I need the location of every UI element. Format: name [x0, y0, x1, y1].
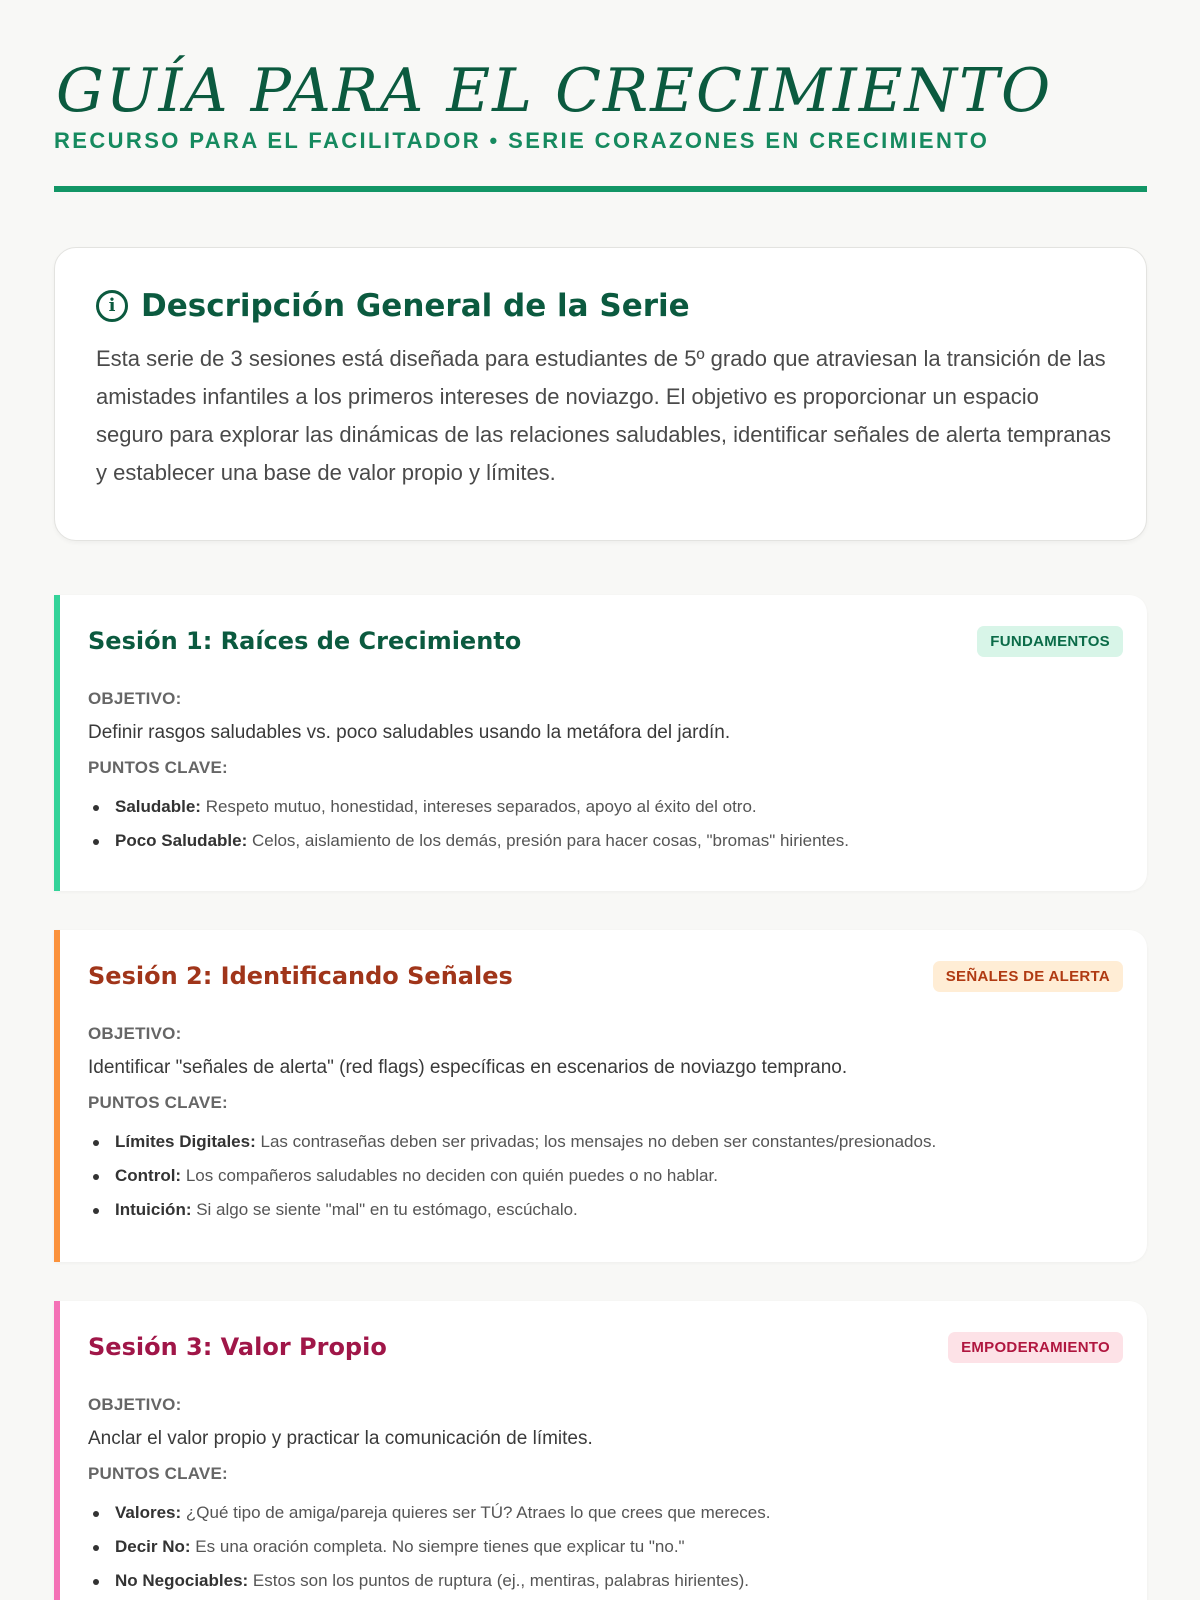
session-title: Sesión 2: Identificando Señales: [88, 962, 513, 990]
list-item: [88, 1125, 1123, 1159]
objective-text: Identificar "señales de alerta" (red flags) específicas en escenarios de noviazgo temprano.: [88, 1057, 848, 1078]
point-text: Estos son los puntos de ruptura (ej., mentiras, palabras hirientes).: [248, 1571, 750, 1590]
list-item: [88, 824, 1123, 858]
point-term: Saludable:: [115, 797, 201, 816]
key-points-list: [88, 790, 1123, 858]
point-term: Valores:: [115, 1503, 182, 1522]
objective-label: OBJETIVO:: [88, 689, 182, 708]
point-text: Respeto mutuo, honestidad, intereses separados, apoyo al éxito del otro.: [200, 797, 757, 816]
overview-text: Esta serie de 3 sesiones está diseñada para estudiantes de 5º grado que atraviesan la transición de las amistades infantiles a los primeros intereses de noviazgo. El objetivo es proporcionar un espacio seguro para explorar las dinámicas de las relaciones saludables, identificar señales de alerta tempranas y establecer una base de valor propio y límites.: [96, 346, 1112, 485]
session-title: Sesión 3: Valor Propio: [88, 1333, 387, 1361]
objective-text: Definir rasgos saludables vs. poco saludables usando la metáfora del jardín.: [88, 722, 731, 743]
point-term: No Negociables:: [115, 1571, 249, 1590]
list-item: [88, 790, 1123, 824]
info-icon: i: [96, 290, 128, 322]
list-item: [88, 1159, 1123, 1193]
session-header: [88, 595, 1123, 687]
point-term: Intuición:: [115, 1200, 192, 1219]
objective-text: Anclar el valor propio y practicar la comunicación de límites.: [88, 1428, 593, 1449]
series-overview-card: [54, 247, 1147, 541]
overview-header: [96, 288, 1106, 324]
point-term: Decir No:: [115, 1537, 191, 1556]
key-points-list: [88, 1125, 1123, 1227]
list-item: [88, 1564, 1123, 1598]
key-points-label: PUNTOS CLAVE:: [88, 1464, 228, 1483]
session-card-2: [54, 930, 1147, 1262]
session-card-3: [54, 1301, 1147, 1600]
point-term: Control:: [115, 1166, 182, 1185]
session-badge: EMPODERAMIENTO: [948, 1332, 1123, 1363]
session-header: [88, 930, 1123, 1022]
list-item: [88, 1530, 1123, 1564]
page-title: GUÍA PARA EL CRECIMIENTO: [56, 56, 1053, 126]
header-divider: [54, 186, 1147, 192]
point-text: Es una oración completa. No siempre tienes que explicar tu "no.": [190, 1537, 685, 1556]
key-points-label: PUNTOS CLAVE:: [88, 758, 228, 777]
objective-label: OBJETIVO:: [88, 1024, 182, 1043]
list-item: [88, 1193, 1123, 1227]
session-badge: SEÑALES DE ALERTA: [933, 961, 1123, 992]
session-card-1: [54, 595, 1147, 891]
key-points-label: PUNTOS CLAVE:: [88, 1093, 228, 1112]
point-term: Límites Digitales:: [115, 1132, 256, 1151]
point-text: Las contraseñas deben ser privadas; los mensajes no deben ser constantes/presionados.: [255, 1132, 937, 1151]
point-text: ¿Qué tipo de amiga/pareja quieres ser TÚ? Atraes lo que crees que mereces.: [181, 1503, 771, 1522]
overview-title: Descripción General de la Serie: [141, 288, 690, 324]
point-text: Los compañeros saludables no deciden con quién puedes o no hablar.: [181, 1166, 718, 1185]
point-term: Poco Saludable:: [115, 831, 248, 850]
session-badge: FUNDAMENTOS: [977, 626, 1123, 657]
point-text: Celos, aislamiento de los demás, presión para hacer cosas, "bromas" hirientes.: [247, 831, 849, 850]
session-header: [88, 1301, 1123, 1393]
page-subtitle: RECURSO PARA EL FACILITADOR • SERIE CORAZONES EN CRECIMIENTO: [54, 128, 990, 153]
list-item: [88, 1496, 1123, 1530]
key-points-list: [88, 1496, 1123, 1598]
point-text: Si algo se siente "mal" en tu estómago, escúchalo.: [191, 1200, 578, 1219]
session-title: Sesión 1: Raíces de Crecimiento: [88, 627, 522, 655]
objective-label: OBJETIVO:: [88, 1395, 182, 1414]
